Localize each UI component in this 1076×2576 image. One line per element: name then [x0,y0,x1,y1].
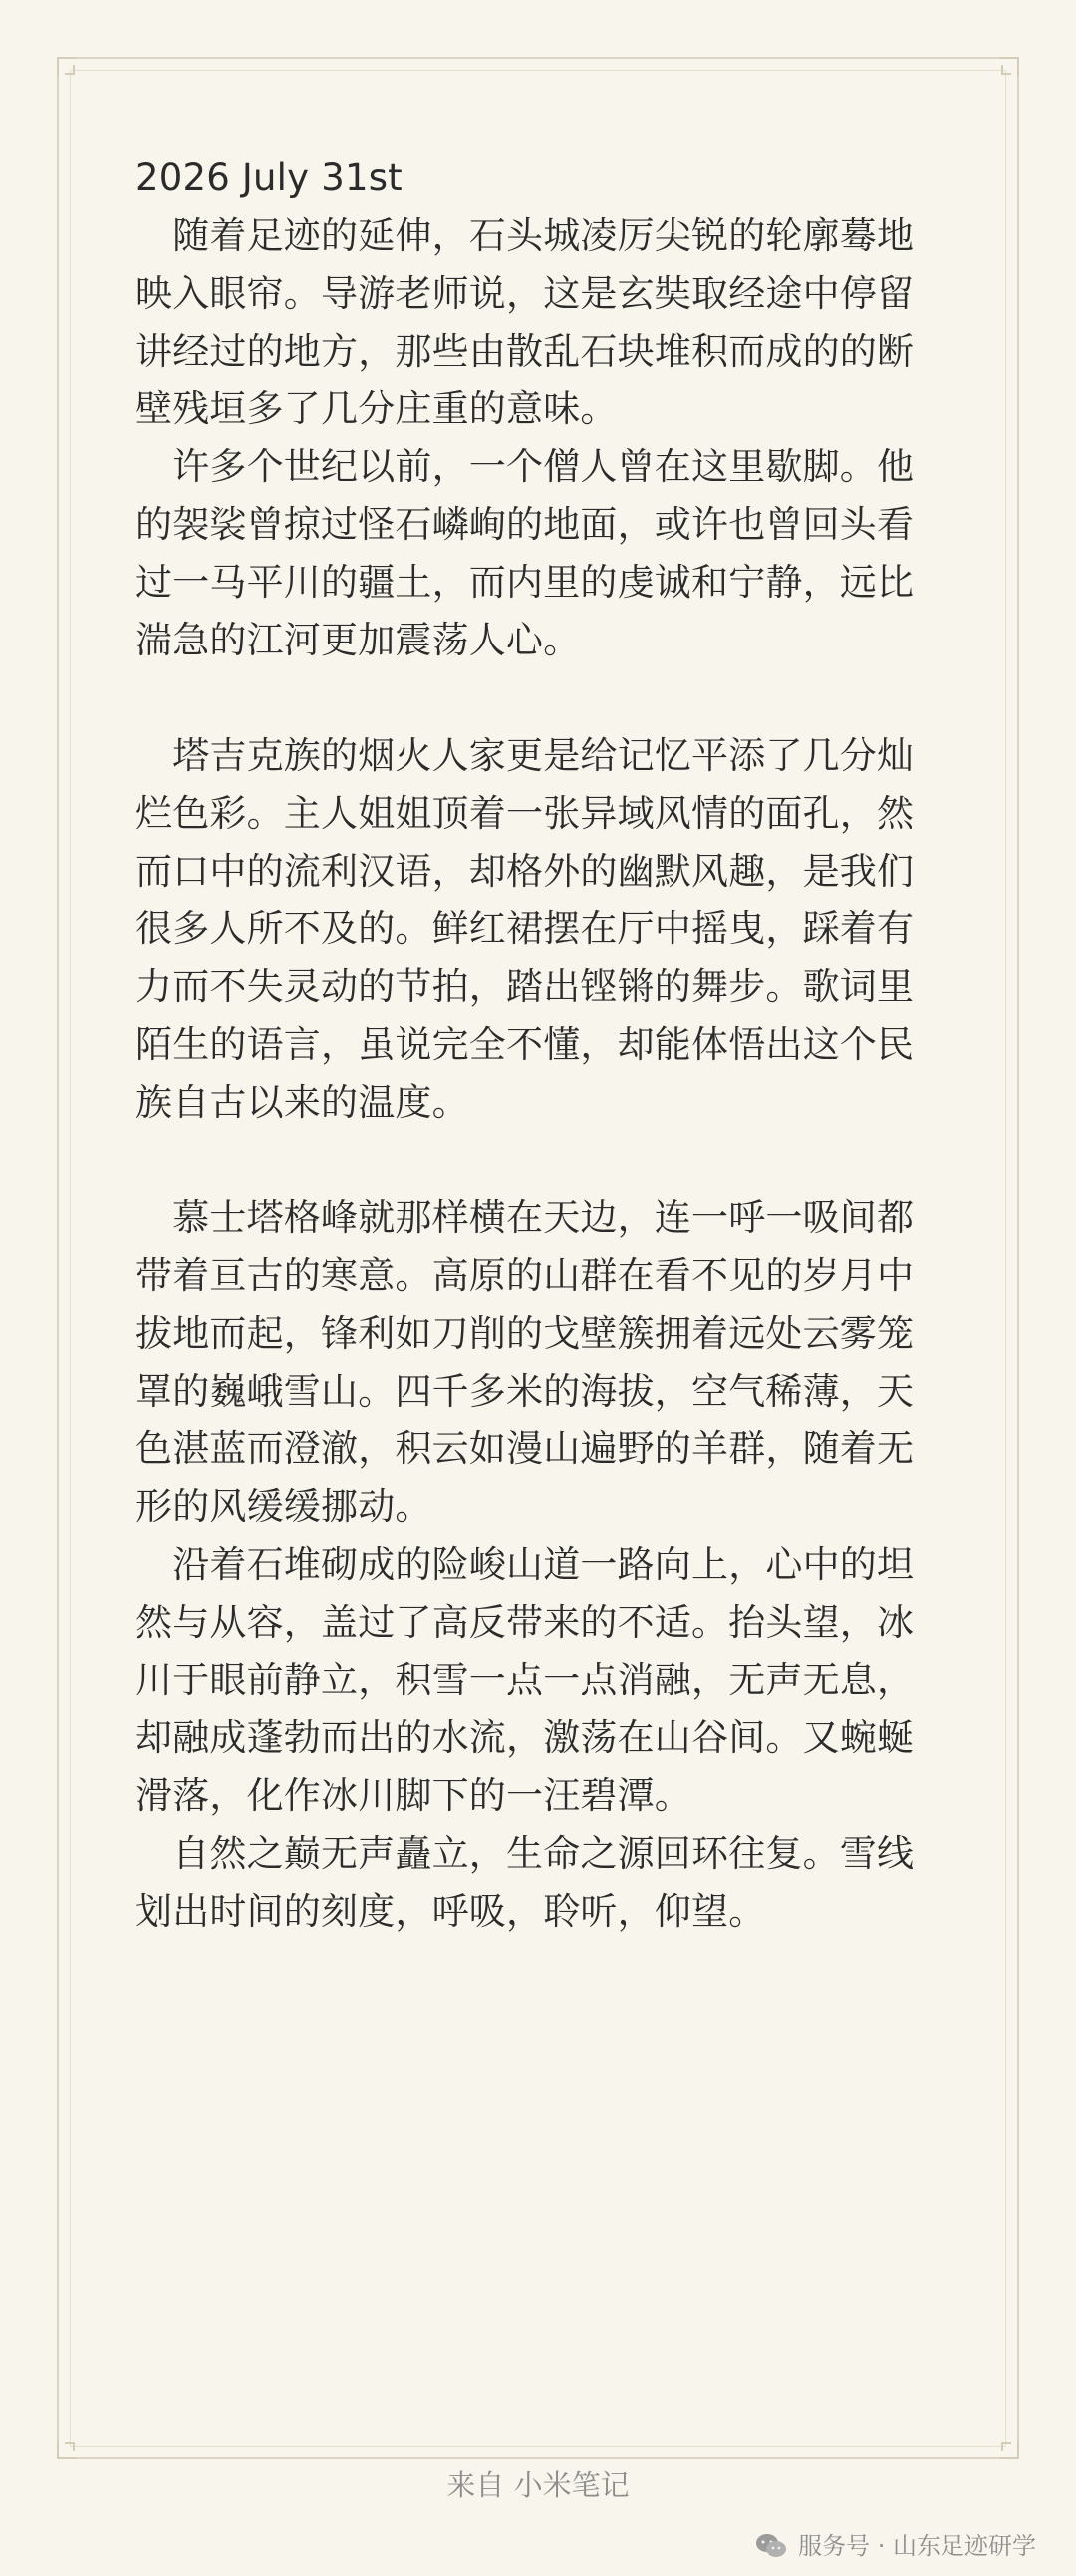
paragraph-line: 然与从容，盖过了高反带来的不适。抬头望，冰 [135,1601,915,1644]
paragraph-line: 烂色彩。主人姐姐顶着一张异域风情的面孔，然 [135,792,915,835]
frame-corner-ornament [985,57,1019,91]
paragraph-line: 沿着石堆砌成的险峻山道一路向上，心中的坦 [135,1543,915,1586]
paragraph-line: 拔地而起，锋利如刀削的戈壁簇拥着远处云雾笼 [135,1312,915,1355]
note-content [135,149,952,1940]
frame-corner-ornament [57,57,91,91]
paragraph-line: 色湛蓝而澄澈，积云如漫山遍野的羊群，随着无 [135,1427,915,1470]
note-date: 2026 July 31st [135,156,403,199]
paragraph-line: 许多个世纪以前，一个僧人曾在这里歇脚。他 [135,445,915,488]
paragraph-line: 慕士塔格峰就那样横在天边，连一呼一吸间都 [135,1196,915,1239]
paragraph-spacer [135,669,952,727]
paragraph-line: 却融成蓬勃而出的水流，激荡在山谷间。又蜿蜒 [135,1716,915,1759]
paragraph-line: 塔吉克族的烟火人家更是给记忆平添了几分灿 [135,734,915,777]
paragraph-line: 自然之巅无声矗立，生命之源回环往复。雪线 [135,1832,915,1875]
paragraph-line: 壁残垣多了几分庄重的意味。 [135,387,618,430]
paragraph-line: 很多人所不及的。鲜红裙摆在厅中摇曳，踩着有 [135,907,915,950]
paragraph-line: 而口中的流利汉语，却格外的幽默风趣，是我们 [135,850,915,893]
paragraph-line: 讲经过的地方，那些由散乱石块堆积而成的的断 [135,330,915,373]
paragraph-line: 映入眼帘。导游老师说，这是玄奘取经途中停留 [135,272,915,315]
paragraph-line: 过一马平川的疆土，而内里的虔诚和宁静，远比 [135,561,915,604]
paragraph-line: 的袈裟曾掠过怪石嶙峋的地面，或许也曾回头看 [135,503,915,546]
paragraph-line: 力而不失灵动的节拍，踏出铿锵的舞步。歌词里 [135,965,915,1008]
paragraph-line: 滑落，化作冰川脚下的一汪碧潭。 [135,1774,691,1817]
wechat-official-account-icon [754,2532,788,2560]
paragraph-line: 划出时间的刻度，呼吸，聆听，仰望。 [135,1890,766,1932]
paragraph-spacer [135,1132,952,1189]
note-source-label: 来自 小米笔记 [446,2468,630,2502]
paragraph-line: 川于眼前静立，积雪一点一点消融，无声无息， [135,1659,915,1701]
paragraph-line: 族自古以来的温度。 [135,1081,469,1124]
paragraph-line: 陌生的语言，虽说完全不懂，却能体悟出这个民 [135,1023,915,1066]
official-account-name: 服务号 · 山东足迹研学 [798,2532,1036,2560]
paragraph-line: 罩的巍峨雪山。四千多米的海拔，空气稀薄，天 [135,1370,915,1413]
paragraph-line: 形的风缓缓挪动。 [135,1485,432,1528]
frame-corner-ornament [985,2426,1019,2459]
paragraph-line: 带着亘古的寒意。高原的山群在看不见的岁月中 [135,1254,915,1297]
paragraph-line: 随着足迹的延伸，石头城凌厉尖锐的轮廓蓦地 [135,214,915,257]
paragraph-line: 湍急的江河更加震荡人心。 [135,619,581,661]
frame-corner-ornament [57,2426,91,2459]
official-account-badge[interactable] [754,2530,1036,2562]
